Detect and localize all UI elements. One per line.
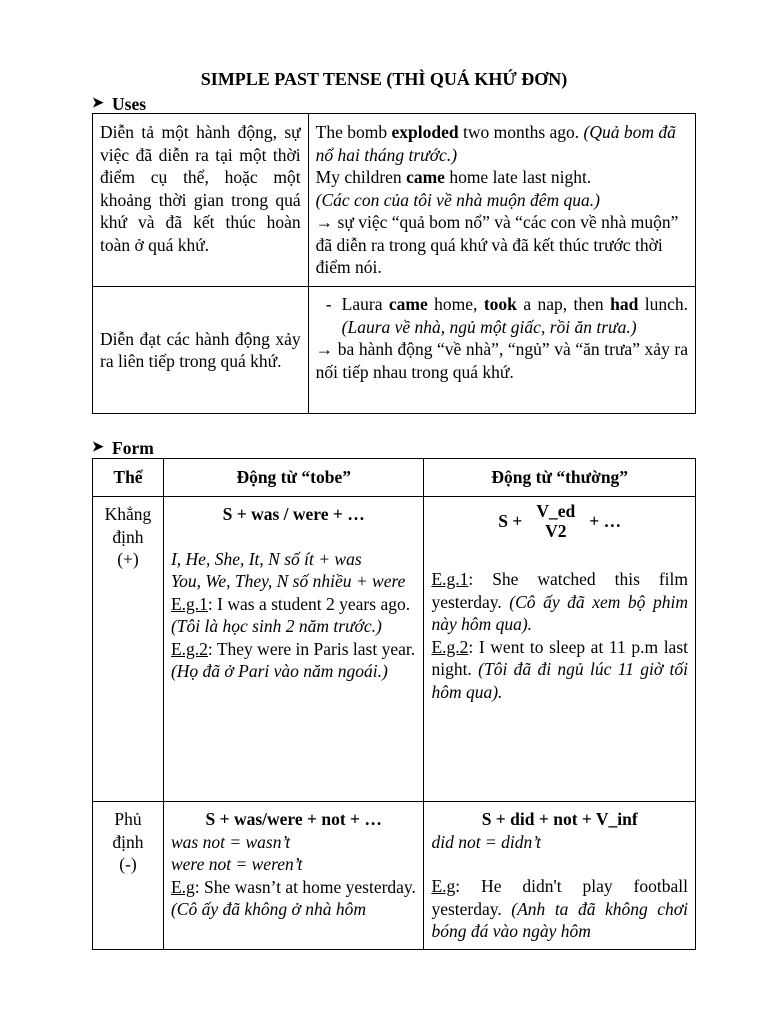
form-heading — [92, 437, 154, 460]
example-translation: (Quả bom đã nổ hai tháng trước.) — [315, 122, 676, 165]
contraction-text: were not = weren’t — [170, 854, 303, 874]
example-note: → ba hành động “về nhà”, “ngủ” và “ăn trưa” xảy ra nối tiếp nhau trong quá khứ. — [315, 339, 688, 382]
example-text: home, — [427, 294, 484, 314]
example-text: : I was a student 2 years ago. — [207, 593, 411, 614]
table-row — [93, 497, 696, 802]
verb-formula: S + did + not + V_inf — [481, 809, 638, 829]
formula-part: V_ed — [536, 501, 576, 521]
example-line — [316, 114, 688, 166]
verb-form-stack — [536, 501, 575, 541]
uses-description-cell — [93, 287, 309, 414]
regular-verb-cell — [424, 497, 696, 802]
example-label: E.g.1 — [431, 569, 469, 589]
example-line — [431, 636, 688, 704]
example-text: The bomb — [315, 122, 392, 142]
tobe-formula: S + was / were + … — [222, 504, 365, 524]
contraction-text: did not = didn’t — [431, 831, 541, 852]
example-label: E.g.1 — [170, 593, 208, 614]
example-line — [316, 166, 688, 189]
example-verb: came — [388, 294, 428, 314]
table-header-row — [93, 459, 696, 497]
example-text: two months ago. — [458, 122, 584, 142]
rule-text: You, We, They, N số nhiều + were — [170, 571, 406, 591]
column-header: Động từ “tobe” — [163, 459, 423, 497]
example-text: Laura — [341, 294, 389, 314]
form-type-label: định — [112, 526, 144, 547]
tobe-cell — [163, 802, 423, 950]
example-text: home late last night. — [444, 167, 592, 187]
contraction-text: was not = wasn’t — [170, 831, 291, 852]
example-translation: (Họ đã ở Pari vào năm ngoái.) — [170, 661, 388, 681]
example-verb: had — [610, 294, 639, 314]
example-verb: exploded — [391, 122, 459, 142]
example-text: My children — [315, 167, 407, 187]
example-translation: (Anh ta đã không chơi bóng đá vào ngày hôm — [431, 898, 688, 941]
uses-description: Diễn đạt các hành động xảy ra liên tiếp trong quá khứ. — [100, 328, 301, 371]
table-row — [93, 802, 696, 950]
tobe-cell — [163, 497, 423, 802]
form-type-cell — [93, 497, 164, 802]
example-translation: (Các con của tôi về nhà muộn đêm qua.) — [315, 189, 600, 210]
form-type-label: Khẳng — [104, 504, 152, 524]
uses-table — [92, 113, 696, 414]
example-translation: (Cô ấy đã xem bộ phim này hôm qua). — [431, 591, 688, 634]
form-type-sign: (-) — [119, 854, 137, 874]
example-label: E.g — [431, 876, 456, 896]
example-text: lunch. — [638, 294, 688, 314]
example-text: : He didn't play football yesterday. — [431, 876, 688, 919]
uses-description: Diễn tả một hành động, sự việc đã diễn ra tại một thời điểm cụ thể, hoặc một khoảng thời gian trong quá khứ và đã kết thúc hoàn toàn ở quá khứ. — [100, 122, 301, 255]
form-type-label: định — [112, 831, 144, 852]
tobe-formula: S + was/were + not + … — [205, 809, 382, 829]
table-row — [93, 287, 696, 414]
form-type-cell — [93, 802, 164, 950]
table-row — [93, 114, 696, 287]
example-translation: (Tôi đã đi ngủ lúc 11 giờ tối hôm qua). — [431, 659, 688, 702]
example-label: E.g.2 — [431, 636, 469, 657]
example-verb: came — [406, 167, 445, 187]
formula-part: V2 — [545, 521, 567, 541]
form-table — [92, 458, 696, 950]
column-header: Thể — [93, 459, 164, 497]
form-heading-label: Form — [112, 438, 154, 458]
example-line — [431, 875, 688, 943]
list-item — [316, 287, 688, 338]
example-text: : She watched this film yesterday. — [431, 569, 688, 612]
uses-heading-label: Uses — [112, 94, 147, 114]
rule-text: I, He, She, It, N số ít + was — [170, 548, 362, 569]
dash-bullet: - — [325, 294, 332, 314]
arrow-bullet-icon: ➤ — [92, 440, 104, 455]
example-label: E.g — [170, 876, 195, 897]
form-type-label: Phủ — [114, 809, 142, 829]
example-text: : They were in Paris last year. — [207, 638, 416, 659]
example-line — [171, 593, 416, 616]
uses-example-cell — [308, 114, 695, 287]
example-translation: (Cô ấy đã không ở nhà hôm — [170, 899, 366, 919]
example-line — [431, 568, 688, 636]
example-translation: (Tôi là học sinh 2 năm trước.) — [170, 616, 382, 636]
arrow-bullet-icon: ➤ — [92, 96, 104, 111]
verb-formula — [431, 497, 688, 541]
regular-verb-cell — [424, 802, 696, 950]
example-translation: (Laura về nhà, ngủ một giấc, rồi ăn trưa.) — [341, 316, 637, 337]
document-title: SIMPLE PAST TENSE (THÌ QUÁ KHỨ ĐƠN) — [200, 69, 568, 89]
uses-description-cell — [93, 114, 309, 287]
example-text: a nap, then — [516, 294, 611, 314]
example-text: : She wasn’t at home yesterday. — [194, 876, 416, 897]
uses-example-cell — [308, 287, 695, 414]
column-header: Động từ “thường” — [424, 459, 696, 497]
formula-part: S + — [498, 510, 523, 531]
example-line — [171, 876, 416, 899]
example-line — [171, 638, 416, 661]
example-label: E.g.2 — [170, 638, 208, 659]
example-verb: took — [483, 294, 517, 314]
formula-part: + … — [589, 510, 622, 531]
example-text: : I went to sleep at 11 p.m last night. — [431, 636, 688, 679]
example-note: → sự việc “quả bom nổ” và “các con về nhà muộn” đã diễn ra trong quá khứ và đã kết thúc trước thời điểm nói. — [315, 212, 679, 277]
form-type-sign: (+) — [117, 549, 139, 569]
